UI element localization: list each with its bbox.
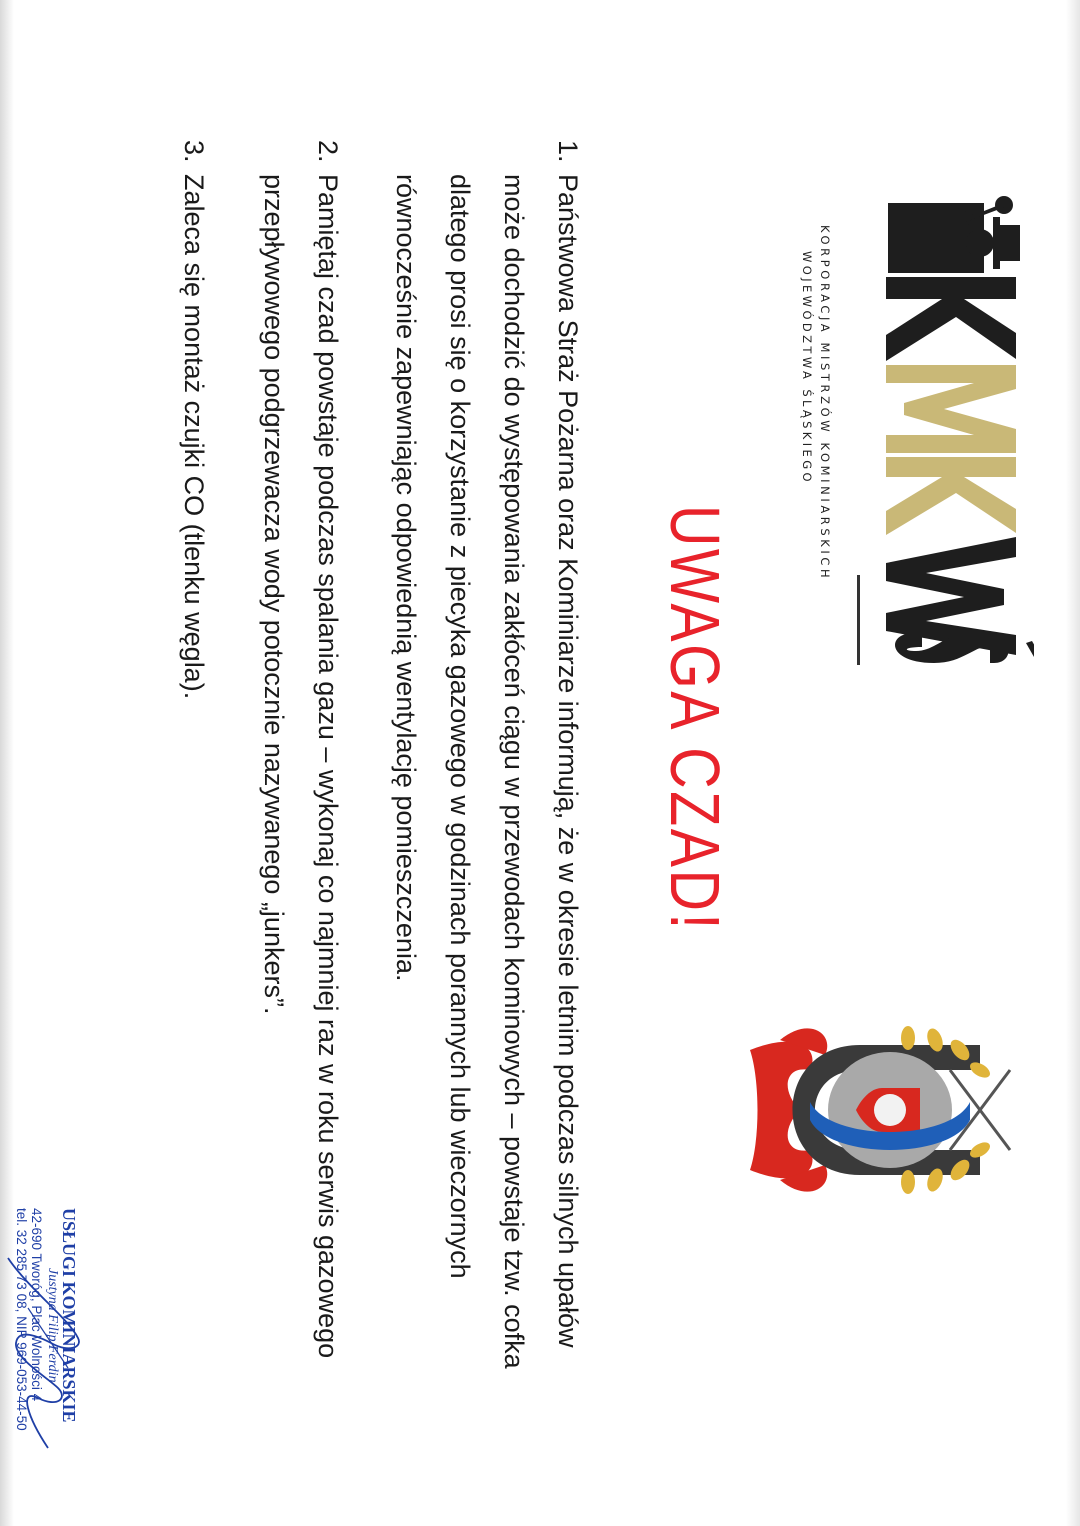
list-item-number: 3. (179, 140, 209, 163)
list-item-number: 2. (313, 140, 343, 163)
list-item (379, 140, 595, 1420)
list-item (167, 140, 221, 1420)
list-item-text: Państwowa Straż Pożarna oraz Kominiarze informują, że w okresie letnim podczas silnych upałów może dochodzić do występowania zakłóceń ciągu w przewodach kominowych – powstaje tzw. cofka dlatego prosi się o korzystanie z piecyka gazowego w godzinach porannych lub wieczornych równocześnie zapewniając odpowiednią wentylację pomieszczenia. (391, 174, 583, 1369)
kmkws-logo (800, 195, 1034, 665)
logo-org-name-line1: KORPORACJA MISTRZÓW KOMINIARSKICH (818, 225, 832, 582)
handwritten-signature (0, 1248, 88, 1488)
list-item-number: 1. (553, 140, 583, 163)
notice-body (167, 140, 595, 1420)
stamp-owner-name: Justyna Filip Ferdin (45, 1268, 60, 1383)
fire-brigade-emblem (740, 1010, 1050, 1210)
list-item (247, 140, 355, 1420)
list-item-text: Pamiętaj czad powstaje podczas spalania gazu – wykonaj co najmniej raz w roku serwis gazowego przepływowego podgrzewacza wody potocznie nazywanego „junkers”. (259, 174, 343, 1359)
company-stamp (8, 1208, 78, 1508)
scan-edge-shadow (1066, 0, 1080, 1526)
stamp-title: USŁUGI KOMINIARSKIE (59, 1208, 79, 1423)
page-title: UWAGA CZAD! (656, 505, 734, 932)
logo-org-name-line2: WOJEWÓDZTWA ŚLĄSKIEGO (800, 251, 814, 485)
stamp-address: 42-690 Tworóg, Plac Wolności 4 (29, 1208, 44, 1402)
kmkws-wordmark-graphic (884, 195, 1034, 665)
stamp-phone: tel. 32 285 73 08, NIP 969-053-44-50 (14, 1208, 29, 1431)
list-item-text: Zaleca się montaż czujki CO (tlenku węgla). (179, 174, 209, 700)
logo-underline (857, 575, 860, 665)
